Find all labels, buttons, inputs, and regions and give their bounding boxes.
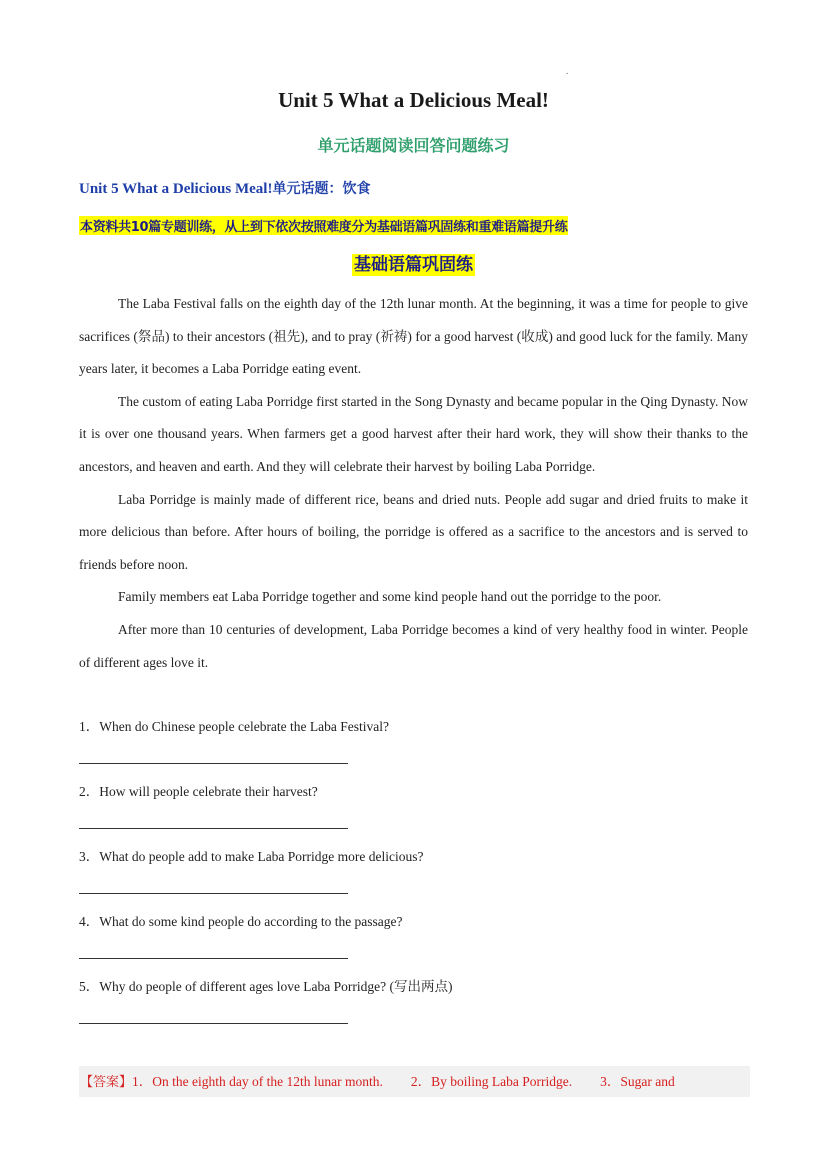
answer-item-2: 2．By boiling Laba Porridge. [410, 1074, 573, 1089]
unit-topic-en: Unit 5 What a Delicious Meal! [79, 181, 273, 197]
passage-paragraph: After more than 10 centuries of development, Laba Porridge becomes a kind of very healthy food in winter. People of different ages love it. [79, 621, 748, 670]
answer-item-1: 1．On the eighth day of the 12th lunar month. [132, 1074, 383, 1089]
answer-line-5 [79, 1023, 348, 1024]
answer-line-2 [79, 828, 348, 829]
page-subtitle: 单元话题阅读回答问题练习 [317, 136, 510, 155]
answer-box [79, 1066, 750, 1097]
answer-line-3 [79, 893, 348, 894]
header-mark: . [566, 66, 569, 76]
unit-topic-cn: 单元话题：饮食 [272, 181, 371, 197]
question-5: 5．Why do people of different ages love Laba Porridge? (写出两点) [79, 979, 453, 994]
answer-line-1 [79, 763, 348, 764]
question-2: 2．How will people celebrate their harvest? [79, 784, 318, 799]
passage-paragraph: The Laba Festival falls on the eighth day of the 12th lunar month. At the beginning, it was a time for people to give sacrifices (祭品) to their ancestors (祖先), and to pray (祈祷) for a good harvest (收成) and good luck for the family. Many years later, it becomes a Laba Porridge eating event. [79, 296, 748, 377]
notice-highlight: 本资料共10篇专题训练，从上到下依次按照难度分为基础语篇巩固练和重难语篇提升练 [79, 216, 568, 235]
answer-item-3: 3．Sugar and [600, 1074, 675, 1089]
passage-paragraph: The custom of eating Laba Porridge first started in the Song Dynasty and became popular in the Qing Dynasty. Now it is over one thousand years. When farmers get a good harvest after their hard work, they will show their thanks to the ancestors, and heaven and earth. And they will celebrate their harvest by boiling Laba Porridge. [79, 393, 748, 474]
unit-topic [79, 178, 370, 198]
passage-paragraph: Family members eat Laba Porridge together and some kind people hand out the porridge to the poor. [118, 589, 662, 605]
section-heading [0, 250, 827, 275]
section-heading-text: 基础语篇巩固练 [354, 255, 473, 275]
answer-line-4 [79, 958, 348, 959]
answer-tag: 【答案】 [80, 1075, 133, 1090]
question-4: 4．What do some kind people do according to the passage? [79, 914, 403, 929]
reading-passage [79, 288, 748, 679]
passage-paragraph: Laba Porridge is mainly made of different rice, beans and dried nuts. People add sugar and dried fruits to make it more delicious than before. After hours of boiling, the porridge is offered as a sacrifice to the ancestors and is served to friends before noon. [79, 491, 748, 572]
page-title: Unit 5 What a Delicious Meal! [278, 88, 549, 112]
question-1: 1．When do Chinese people celebrate the Laba Festival? [79, 719, 390, 734]
question-3: 3．What do people add to make Laba Porridge more delicious? [79, 849, 424, 864]
